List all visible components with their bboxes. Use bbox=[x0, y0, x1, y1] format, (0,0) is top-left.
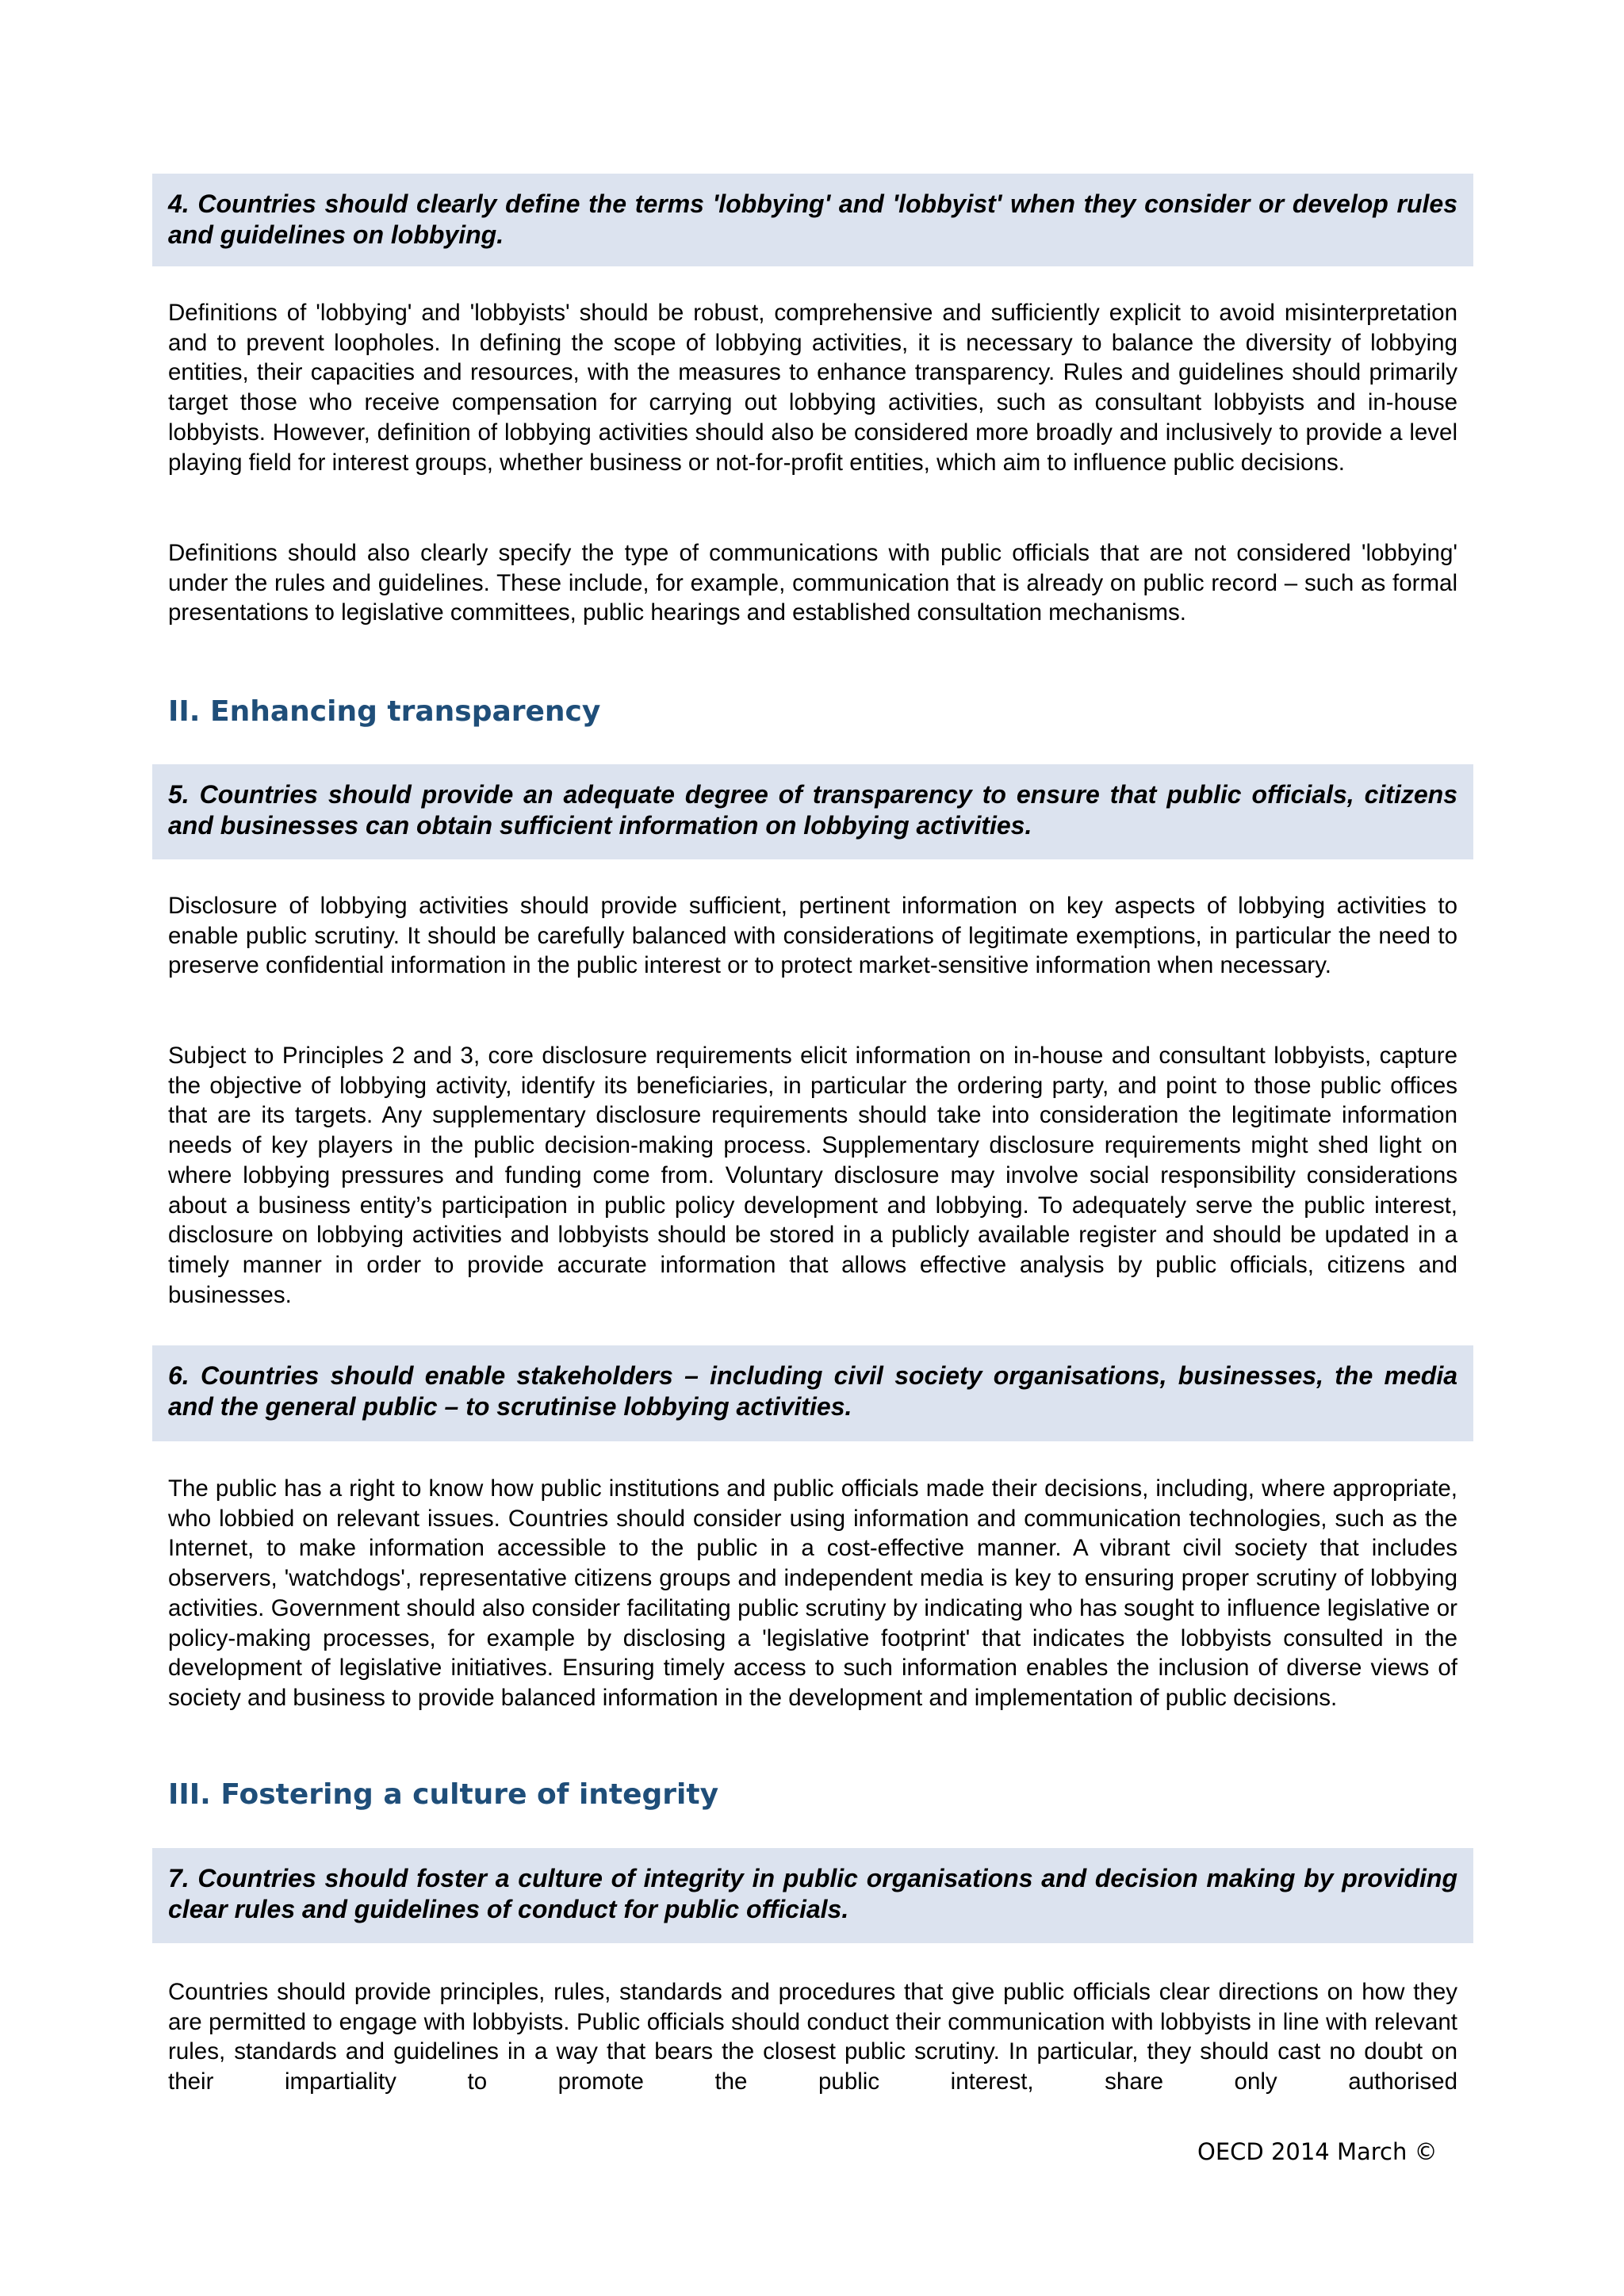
principle-5-box bbox=[152, 764, 1473, 859]
principle-6-box bbox=[152, 1345, 1473, 1441]
paragraph-6a: The public has a right to know how public institutions and public officials made their decisions, including, where appropriate, who lobbied on relevant issues. Countries should consider using information and communication technologies, such as the Internet, to make information accessible to the public in a cost-effective manner. A vibrant civil society that includes observers, 'watchdogs', representative citizens groups and independent media is key to ensuring proper scrutiny of lobbying activities. Government should also consider facilitating public scrutiny by indicating who has sought to influence legislative or policy-making processes, for example by disclosing a 'legislative footprint' that indicates the lobbyists consulted in the development of legislative initiatives. Ensuring timely access to such information enables the inclusion of diverse views of society and business to provide balanced information in the development and implementation of public decisions. bbox=[168, 1475, 1457, 1711]
page-footer: OECD 2014 March © bbox=[1197, 2138, 1438, 2165]
principle-7-box bbox=[152, 1848, 1473, 1943]
principle-5-text: 5. Countries should provide an adequate degree of transparency to ensure that public officials, citizens and businesses can obtain sufficient information on lobbying activities. bbox=[168, 780, 1457, 840]
paragraph-5a: Disclosure of lobbying activities should provide sufficient, pertinent information on key aspects of lobbying activities to enable public scrutiny. It should be carefully balanced with considerations of legitimate exemptions, in particular the need to preserve confidential information in the public interest or to protect market-sensitive information when necessary. bbox=[168, 893, 1457, 979]
principle-4-text: 4. Countries should clearly define the terms 'lobbying' and 'lobbyist' when they consider or develop rules and guidelines on lobbying. bbox=[168, 189, 1457, 249]
paragraph-5b: Subject to Principles 2 and 3, core disclosure requirements elicit information on in-house and consultant lobbyists, capture the objective of lobbying activity, identify its beneficiaries, in particular the ordering party, and point to those public offices that are its targets. Any supplementary disclosure requirements should take into consideration the legitimate information needs of key players in the public decision-making process. Supplementary disclosure requirements might shed light on where lobbying pressures and funding come from. Voluntary disclosure may involve social responsibility considerations about a business entity’s participation in public policy development and lobbying. To adequately serve the public interest, disclosure on lobbying activities and lobbyists should be stored in a publicly available register and should be updated in a timely manner in order to provide accurate information that allows effective analysis by public officials, citizens and businesses. bbox=[168, 1043, 1457, 1308]
principle-4-box bbox=[152, 174, 1473, 266]
section-2-heading: II. Enhancing transparency bbox=[168, 695, 601, 728]
principle-7-text: 7. Countries should foster a culture of integrity in public organisations and decision making by providing clear rules and guidelines of conduct for public officials. bbox=[168, 1864, 1457, 1923]
paragraph-7a: Countries should provide principles, rules, standards and procedures that give public officials clear directions on how they are permitted to engage with lobbyists. Public officials should conduct their communication with lobbyists in line with relevant rules, standards and guidelines in a way that bears the closest public scrutiny. In particular, they should cast no doubt on their impartiality to promote the public interest, share only authorised bbox=[168, 1979, 1457, 2095]
paragraph-4b: Definitions should also clearly specify the type of communications with public officials that are not considered 'lobbying' under the rules and guidelines. These include, for example, communication that is already on public record – such as formal presentations to legislative committees, public hearings and established consultation mechanisms. bbox=[168, 540, 1457, 626]
section-3-heading: III. Fostering a culture of integrity bbox=[168, 1778, 719, 1811]
principle-6-text: 6. Countries should enable stakeholders – including civil society organisations, businesses, the media and the general public – to scrutinise lobbying activities. bbox=[168, 1361, 1457, 1421]
paragraph-4a: Definitions of 'lobbying' and 'lobbyists' should be robust, comprehensive and sufficiently explicit to avoid misinterpretation and to prevent loopholes. In defining the scope of lobbying activities, it is necessary to balance the diversity of lobbying entities, their capacities and resources, with the measures to enhance transparency. Rules and guidelines should primarily target those who receive compensation for carrying out lobbying activities, such as consultant lobbyists and in-house lobbyists. However, definition of lobbying activities should also be considered more broadly and inclusively to provide a level playing field for interest groups, whether business or not-for-profit entities, which aim to influence public decisions. bbox=[168, 300, 1457, 476]
